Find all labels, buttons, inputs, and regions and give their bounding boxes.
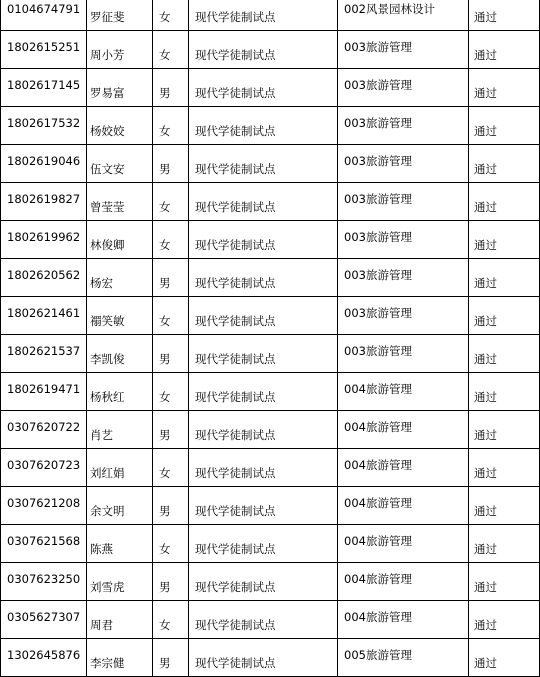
name-cell — [86, 449, 152, 486]
result-cell-text: 通过 — [474, 618, 497, 632]
gender-cell — [152, 487, 188, 524]
program-type-cell-text: 现代学徒制试点 — [195, 48, 276, 62]
table-row — [0, 297, 540, 335]
program-type-cell-text: 现代学徒制试点 — [195, 314, 276, 328]
table-row — [0, 449, 540, 487]
gender-cell — [152, 0, 188, 30]
name-cell — [86, 297, 152, 334]
name-cell — [86, 563, 152, 600]
student-id-cell-text: 0305627307 — [7, 610, 81, 624]
result-cell — [468, 335, 540, 372]
name-cell-text: 伍文安 — [90, 162, 125, 176]
major-cell-text: 004旅游管理 — [344, 420, 412, 434]
gender-cell — [152, 145, 188, 182]
program-type-cell-text: 现代学徒制试点 — [195, 10, 276, 24]
name-cell — [86, 145, 152, 182]
program-type-cell — [188, 449, 337, 486]
student-id-cell-text: 0307620722 — [7, 420, 81, 434]
program-type-cell-text: 现代学徒制试点 — [195, 200, 276, 214]
result-cell — [468, 259, 540, 296]
name-cell — [86, 411, 152, 448]
result-cell-text: 通过 — [474, 162, 497, 176]
major-cell-text: 004旅游管理 — [344, 382, 412, 396]
student-id-cell-text: 0307620723 — [7, 458, 81, 472]
table-row — [0, 373, 540, 411]
name-cell-text: 肖艺 — [90, 428, 113, 442]
name-cell — [86, 183, 152, 220]
program-type-cell — [188, 259, 337, 296]
name-cell — [86, 373, 152, 410]
gender-cell — [152, 639, 188, 676]
student-id-cell — [0, 601, 86, 638]
program-type-cell — [188, 487, 337, 524]
name-cell — [86, 259, 152, 296]
student-id-cell — [0, 411, 86, 448]
gender-cell-text: 男 — [159, 162, 171, 176]
student-id-cell — [0, 221, 86, 258]
major-cell-text: 003旅游管理 — [344, 154, 412, 168]
major-cell — [337, 487, 468, 524]
program-type-cell-text: 现代学徒制试点 — [195, 352, 276, 366]
student-id-cell-text: 0307623250 — [7, 572, 81, 586]
student-id-cell — [0, 0, 86, 30]
name-cell-text: 曾莹莹 — [90, 200, 125, 214]
student-id-cell — [0, 525, 86, 562]
gender-cell-text: 女 — [159, 390, 171, 404]
student-id-cell — [0, 639, 86, 676]
gender-cell — [152, 183, 188, 220]
result-cell-text: 通过 — [474, 314, 497, 328]
program-type-cell-text: 现代学徒制试点 — [195, 238, 276, 252]
student-id-cell-text: 0104674791 — [7, 2, 81, 16]
table-row — [0, 69, 540, 107]
table-row — [0, 563, 540, 601]
gender-cell-text: 男 — [159, 352, 171, 366]
name-cell — [86, 0, 152, 30]
name-cell — [86, 639, 152, 676]
major-cell — [337, 0, 468, 30]
gender-cell — [152, 107, 188, 144]
name-cell-text: 林俊卿 — [90, 238, 125, 252]
gender-cell-text: 女 — [159, 200, 171, 214]
gender-cell-text: 女 — [159, 238, 171, 252]
result-cell-text: 通过 — [474, 10, 497, 24]
gender-cell-text: 男 — [159, 504, 171, 518]
student-id-cell — [0, 69, 86, 106]
name-cell — [86, 221, 152, 258]
result-cell — [468, 373, 540, 410]
major-cell-text: 004旅游管理 — [344, 496, 412, 510]
result-cell — [468, 31, 540, 68]
result-cell — [468, 69, 540, 106]
result-cell-text: 通过 — [474, 238, 497, 252]
student-id-cell — [0, 449, 86, 486]
result-cell — [468, 563, 540, 600]
major-cell — [337, 145, 468, 182]
major-cell — [337, 221, 468, 258]
table-row — [0, 145, 540, 183]
result-cell-text: 通过 — [474, 390, 497, 404]
major-cell-text: 004旅游管理 — [344, 610, 412, 624]
student-id-cell-text: 1302645876 — [7, 648, 81, 662]
gender-cell — [152, 297, 188, 334]
student-id-cell-text: 1802619471 — [7, 382, 81, 396]
gender-cell-text: 女 — [159, 314, 171, 328]
program-type-cell — [188, 31, 337, 68]
result-cell — [468, 601, 540, 638]
program-type-cell-text: 现代学徒制试点 — [195, 580, 276, 594]
major-cell — [337, 183, 468, 220]
student-id-cell — [0, 335, 86, 372]
program-type-cell — [188, 563, 337, 600]
program-type-cell — [188, 183, 337, 220]
result-cell-text: 通过 — [474, 656, 497, 670]
major-cell — [337, 297, 468, 334]
gender-cell — [152, 69, 188, 106]
name-cell-text: 杨秋红 — [90, 390, 125, 404]
student-id-cell — [0, 563, 86, 600]
student-id-cell-text: 1802621537 — [7, 344, 81, 358]
table-row — [0, 31, 540, 69]
student-id-cell — [0, 145, 86, 182]
student-id-cell — [0, 183, 86, 220]
program-type-cell — [188, 411, 337, 448]
name-cell-text: 罗征斐 — [90, 10, 125, 24]
table-row — [0, 411, 540, 449]
name-cell-text: 杨姣姣 — [90, 124, 125, 138]
name-cell-text: 罗易富 — [90, 86, 125, 100]
gender-cell — [152, 411, 188, 448]
table-row — [0, 0, 540, 31]
name-cell-text: 禤笑敏 — [90, 314, 125, 328]
student-id-cell — [0, 373, 86, 410]
program-type-cell-text: 现代学徒制试点 — [195, 504, 276, 518]
major-cell-text: 003旅游管理 — [344, 78, 412, 92]
table-row — [0, 487, 540, 525]
table-row — [0, 221, 540, 259]
result-cell-text: 通过 — [474, 504, 497, 518]
result-cell — [468, 0, 540, 30]
program-type-cell — [188, 221, 337, 258]
major-cell-text: 003旅游管理 — [344, 192, 412, 206]
program-type-cell-text: 现代学徒制试点 — [195, 428, 276, 442]
gender-cell — [152, 563, 188, 600]
result-cell-text: 通过 — [474, 86, 497, 100]
result-cell — [468, 411, 540, 448]
name-cell-text: 周小芳 — [90, 48, 125, 62]
result-cell — [468, 487, 540, 524]
gender-cell — [152, 373, 188, 410]
result-cell-text: 通过 — [474, 276, 497, 290]
result-cell — [468, 449, 540, 486]
program-type-cell-text: 现代学徒制试点 — [195, 390, 276, 404]
name-cell — [86, 69, 152, 106]
result-cell-text: 通过 — [474, 124, 497, 138]
gender-cell-text: 男 — [159, 656, 171, 670]
result-cell-text: 通过 — [474, 200, 497, 214]
gender-cell — [152, 449, 188, 486]
program-type-cell — [188, 107, 337, 144]
major-cell-text: 003旅游管理 — [344, 268, 412, 282]
result-cell — [468, 639, 540, 676]
table-row — [0, 259, 540, 297]
gender-cell-text: 女 — [159, 466, 171, 480]
table-row — [0, 525, 540, 563]
student-id-cell-text: 1802615251 — [7, 40, 81, 54]
major-cell — [337, 335, 468, 372]
table-row — [0, 183, 540, 221]
gender-cell — [152, 259, 188, 296]
gender-cell-text: 男 — [159, 86, 171, 100]
gender-cell-text: 女 — [159, 618, 171, 632]
gender-cell-text: 男 — [159, 580, 171, 594]
table-row — [0, 107, 540, 145]
major-cell — [337, 259, 468, 296]
major-cell — [337, 69, 468, 106]
major-cell-text: 002风景园林设计 — [344, 2, 435, 16]
name-cell-text: 刘雪虎 — [90, 580, 125, 594]
major-cell-text: 003旅游管理 — [344, 230, 412, 244]
student-id-cell-text: 1802619827 — [7, 192, 81, 206]
major-cell — [337, 601, 468, 638]
program-type-cell — [188, 335, 337, 372]
program-type-cell — [188, 525, 337, 562]
major-cell — [337, 449, 468, 486]
program-type-cell — [188, 145, 337, 182]
student-id-cell-text: 1802619046 — [7, 154, 81, 168]
program-type-cell-text: 现代学徒制试点 — [195, 466, 276, 480]
result-cell-text: 通过 — [474, 352, 497, 366]
gender-cell-text: 女 — [159, 542, 171, 556]
major-cell-text: 004旅游管理 — [344, 572, 412, 586]
major-cell — [337, 525, 468, 562]
program-type-cell-text: 现代学徒制试点 — [195, 86, 276, 100]
student-id-cell-text: 1802620562 — [7, 268, 81, 282]
program-type-cell-text: 现代学徒制试点 — [195, 618, 276, 632]
name-cell — [86, 335, 152, 372]
name-cell-text: 余文明 — [90, 504, 125, 518]
result-cell — [468, 525, 540, 562]
student-id-cell — [0, 487, 86, 524]
student-id-cell — [0, 107, 86, 144]
student-id-cell — [0, 31, 86, 68]
gender-cell-text: 男 — [159, 276, 171, 290]
result-cell — [468, 183, 540, 220]
program-type-cell-text: 现代学徒制试点 — [195, 542, 276, 556]
program-type-cell — [188, 0, 337, 30]
result-cell — [468, 221, 540, 258]
major-cell-text: 005旅游管理 — [344, 648, 412, 662]
program-type-cell — [188, 69, 337, 106]
student-id-cell-text: 1802617145 — [7, 78, 81, 92]
student-id-cell-text: 1802621461 — [7, 306, 81, 320]
major-cell-text: 003旅游管理 — [344, 306, 412, 320]
result-cell — [468, 107, 540, 144]
name-cell-text: 刘红娟 — [90, 466, 125, 480]
student-id-cell — [0, 297, 86, 334]
student-id-cell-text: 1802619962 — [7, 230, 81, 244]
major-cell — [337, 639, 468, 676]
major-cell-text: 003旅游管理 — [344, 40, 412, 54]
major-cell — [337, 31, 468, 68]
name-cell — [86, 601, 152, 638]
program-type-cell — [188, 639, 337, 676]
major-cell-text: 003旅游管理 — [344, 116, 412, 130]
program-type-cell — [188, 601, 337, 638]
program-type-cell-text: 现代学徒制试点 — [195, 656, 276, 670]
major-cell-text: 003旅游管理 — [344, 344, 412, 358]
program-type-cell — [188, 373, 337, 410]
gender-cell-text: 女 — [159, 48, 171, 62]
major-cell — [337, 563, 468, 600]
major-cell — [337, 411, 468, 448]
program-type-cell-text: 现代学徒制试点 — [195, 124, 276, 138]
gender-cell — [152, 221, 188, 258]
gender-cell-text: 男 — [159, 428, 171, 442]
name-cell — [86, 525, 152, 562]
name-cell — [86, 107, 152, 144]
student-id-cell-text: 0307621568 — [7, 534, 81, 548]
name-cell — [86, 487, 152, 524]
name-cell-text: 李凯俊 — [90, 352, 125, 366]
name-cell-text: 杨宏 — [90, 276, 113, 290]
name-cell — [86, 31, 152, 68]
table-row — [0, 335, 540, 373]
student-id-cell-text: 1802617532 — [7, 116, 81, 130]
name-cell-text: 李宗健 — [90, 656, 125, 670]
result-cell-text: 通过 — [474, 580, 497, 594]
gender-cell — [152, 335, 188, 372]
gender-cell — [152, 525, 188, 562]
major-cell — [337, 107, 468, 144]
student-id-cell-text: 0307621208 — [7, 496, 81, 510]
gender-cell-text: 女 — [159, 10, 171, 24]
student-id-cell — [0, 259, 86, 296]
program-type-cell-text: 现代学徒制试点 — [195, 276, 276, 290]
major-cell-text: 004旅游管理 — [344, 458, 412, 472]
result-cell-text: 通过 — [474, 542, 497, 556]
table-row — [0, 601, 540, 639]
result-cell-text: 通过 — [474, 428, 497, 442]
program-type-cell-text: 现代学徒制试点 — [195, 162, 276, 176]
result-cell-text: 通过 — [474, 48, 497, 62]
gender-cell — [152, 601, 188, 638]
gender-cell-text: 女 — [159, 124, 171, 138]
program-type-cell — [188, 297, 337, 334]
major-cell — [337, 373, 468, 410]
table-row — [0, 639, 540, 677]
name-cell-text: 陈燕 — [90, 542, 113, 556]
name-cell-text: 周君 — [90, 618, 113, 632]
result-cell — [468, 297, 540, 334]
major-cell-text: 004旅游管理 — [344, 534, 412, 548]
result-cell — [468, 145, 540, 182]
result-cell-text: 通过 — [474, 466, 497, 480]
gender-cell — [152, 31, 188, 68]
